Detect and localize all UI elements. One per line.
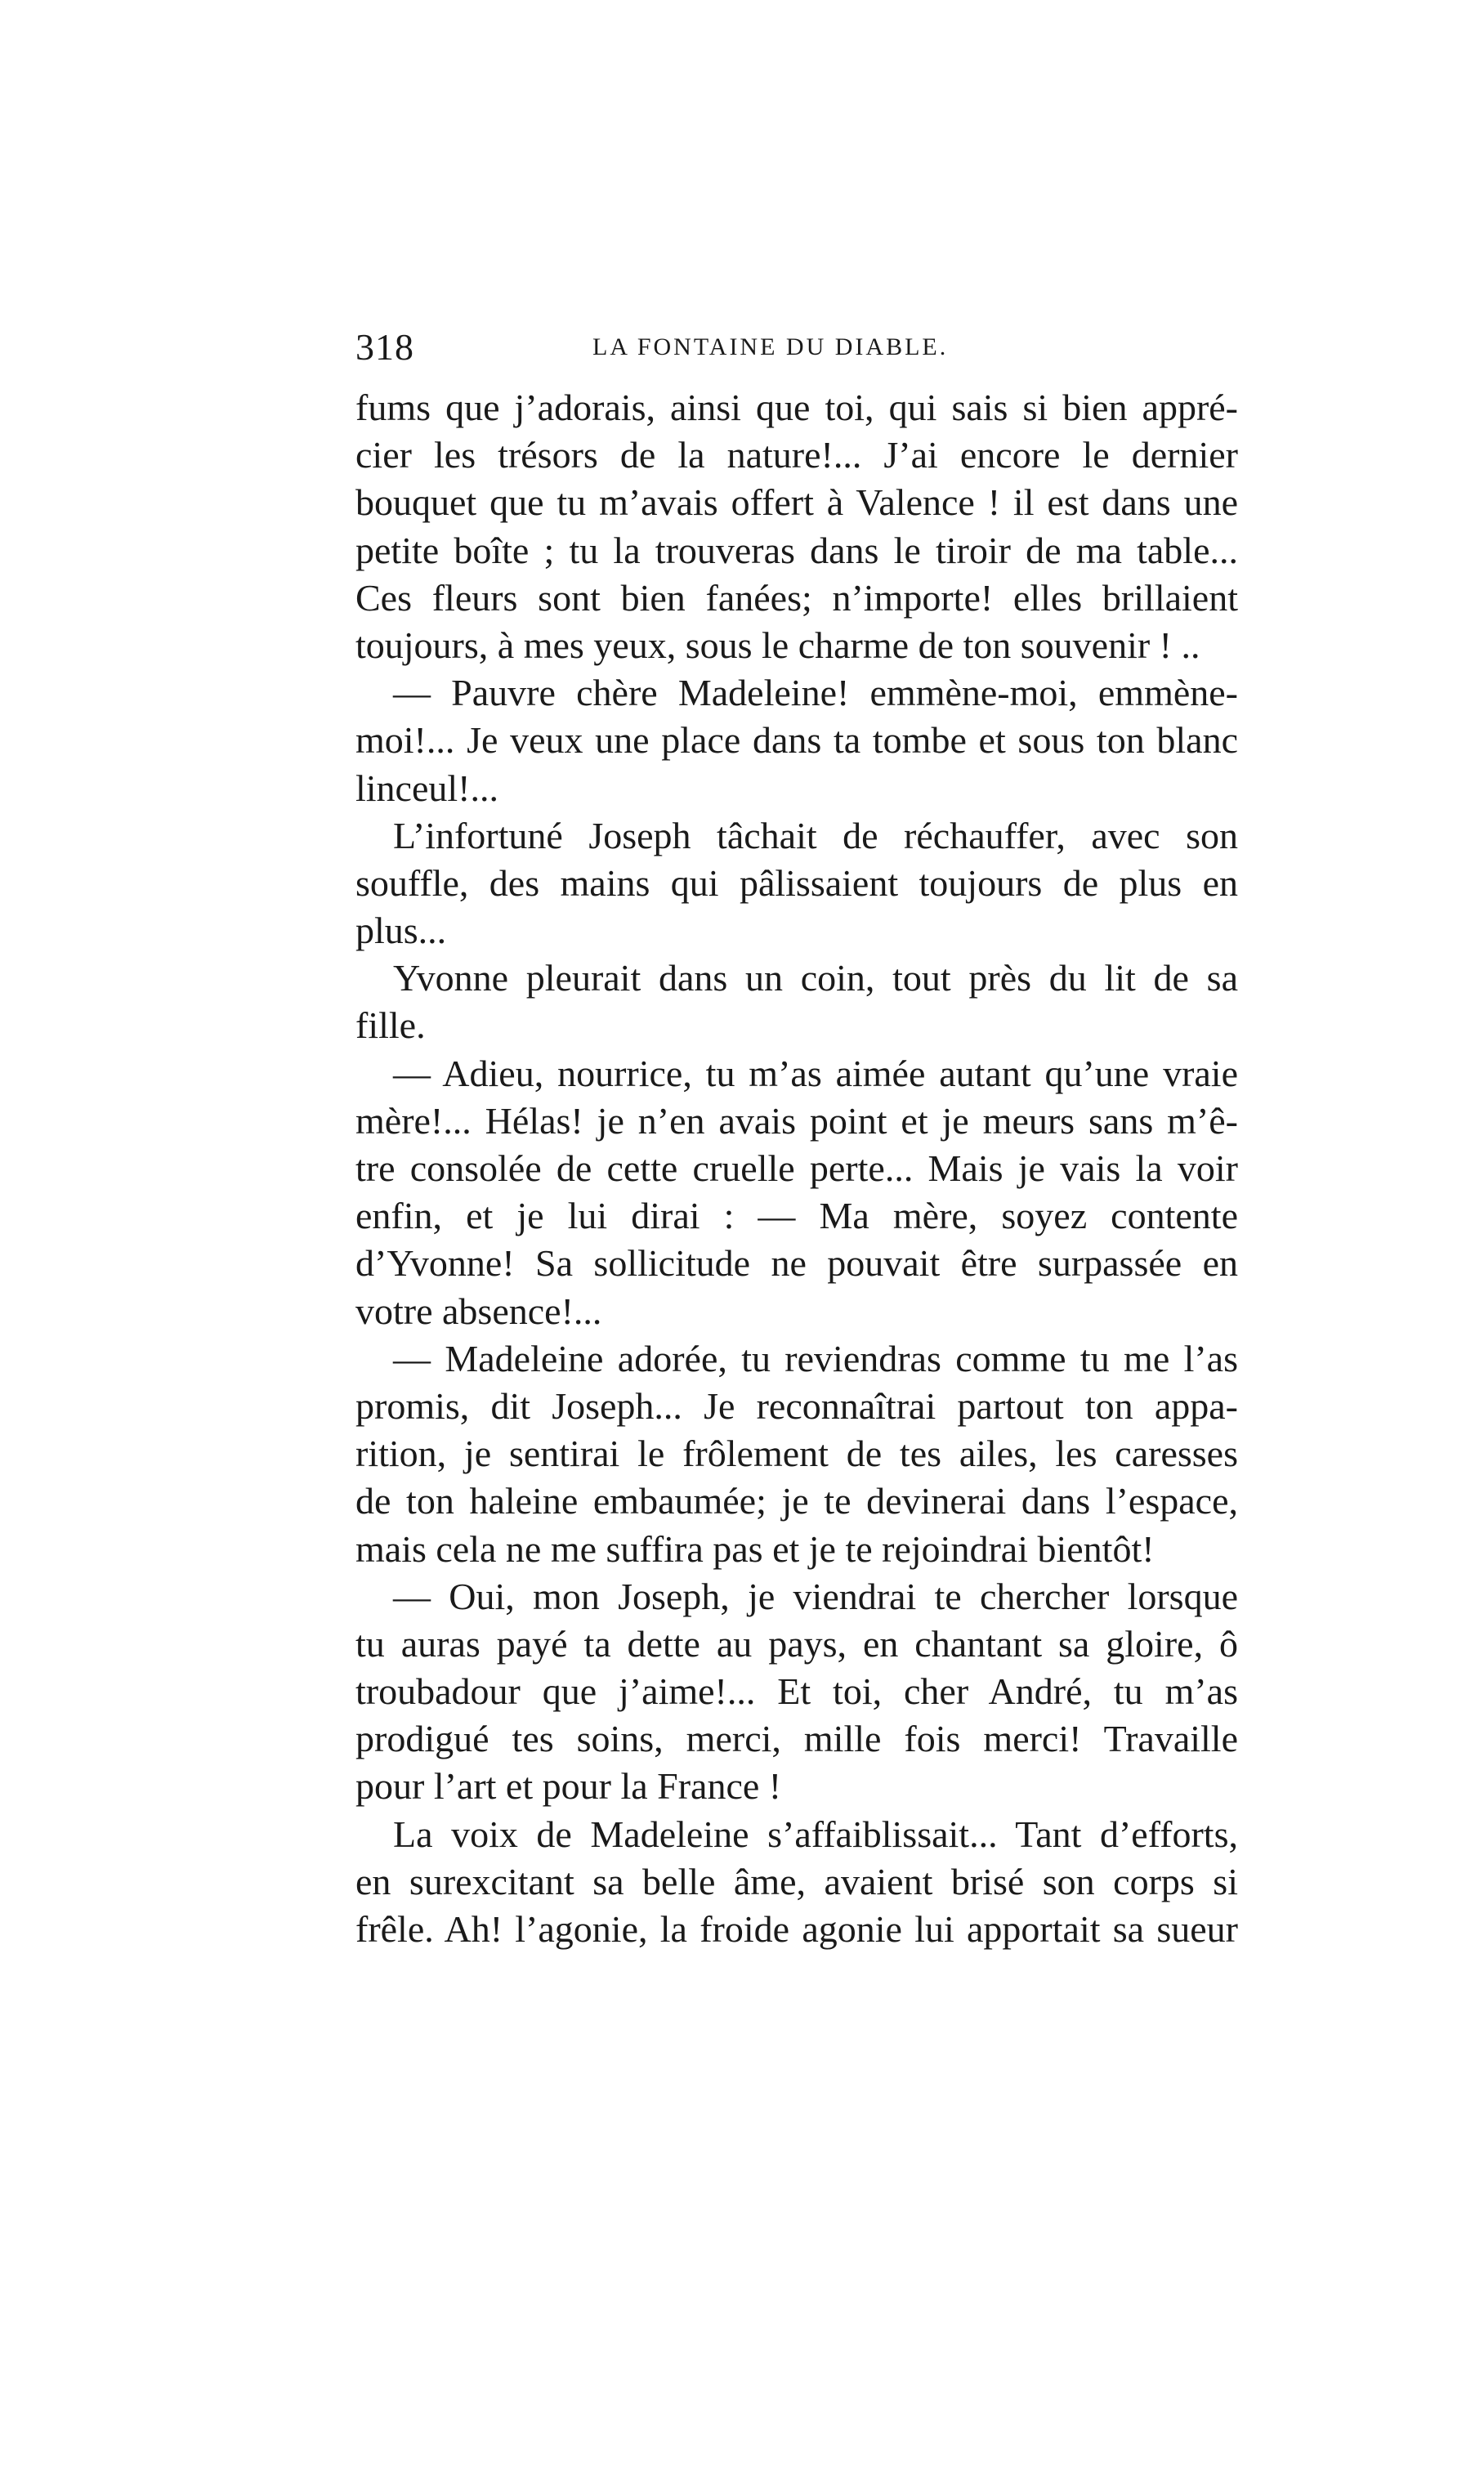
text-line: — Adieu, nourrice, tu m’as aimée autant qu’une vraie [393,1052,1238,1094]
text-line: frêle. Ah! l’agonie, la froide agonie lui apportait sa sueur [355,1908,1238,1950]
text-line: bouquet que tu m’avais offert à Valence ! il est dans une [355,481,1238,524]
text-line: — Oui, mon Joseph, je viendrai te chercher lorsque [393,1575,1238,1617]
text-line: petite boîte ; tu la trouveras dans le tiroir de ma table... [355,529,1238,571]
text-line: linceul!... [355,767,498,809]
text-line: enfin, et je lui dirai : — Ma mère, soyez contente [355,1195,1238,1237]
text-line: Ces fleurs sont bien fanées; n’importe! elles brillaient [355,576,1238,619]
text-line: fums que j’adorais, ainsi que toi, qui sais si bien appré- [355,387,1238,428]
body-text [355,384,1238,1953]
text-line: d’Yvonne! Sa sollicitude ne pouvait être surpassée en [355,1242,1238,1285]
text-line: La voix de Madeleine s’affaiblissait... Tant d’efforts, [393,1813,1238,1855]
text-line: toujours, à mes yeux, sous le charme de ton souvenir ! .. [355,624,1200,666]
text-line: Yvonne pleurait dans un coin, tout près du lit de sa [393,957,1238,999]
text-line: L’infortuné Joseph tâchait de réchauffer, avec son [393,814,1238,856]
text-line: en surexcitant sa belle âme, avaient brisé son corps si [355,1860,1238,1902]
text-line: mère!... Hélas! je n’en avais point et je meurs sans m’ê- [355,1099,1238,1142]
text-line: — Pauvre chère Madeleine! emmène-moi, emmène- [393,672,1238,714]
text-line: cier les trésors de la nature!... J’ai encore le dernier [355,434,1238,476]
page-header [355,325,1238,374]
text-line: — Madeleine adorée, tu reviendras comme tu me l’as [393,1337,1238,1379]
text-line: plus... [355,910,447,952]
text-line: souffle, des mains qui pâlissaient toujours de plus en [355,861,1238,904]
text-line: troubadour que j’aime!... Et toi, cher André, tu m’as [355,1670,1238,1713]
text-line: tre consolée de cette cruelle perte... Mais je vais la voir [355,1147,1238,1189]
text-line: pour l’art et pour la France ! [355,1765,782,1808]
text-line: fille. [355,1004,426,1047]
text-line: mais cela ne me suffira pas et je te rejoindrai bientôt! [355,1527,1155,1570]
text-line: votre absence!... [355,1290,602,1332]
text-line: tu auras payé ta dette au pays, en chantant sa gloire, ô [355,1622,1238,1665]
text-line: moi!... Je veux une place dans ta tombe et sous ton blanc [355,719,1238,762]
running-title: LA FONTAINE DU DIABLE. [592,333,949,360]
text-line: promis, dit Joseph... Je reconnaîtrai partout ton appa- [355,1384,1238,1427]
text-line: rition, je sentirai le frôlement de tes ailes, les caresses [355,1433,1238,1475]
text-line: de ton haleine embaumée; je te devinerai dans l’espace, [355,1480,1238,1522]
text-line: prodigué tes soins, merci, mille fois merci! Travaille [355,1718,1238,1760]
page-number: 318 [355,326,414,368]
